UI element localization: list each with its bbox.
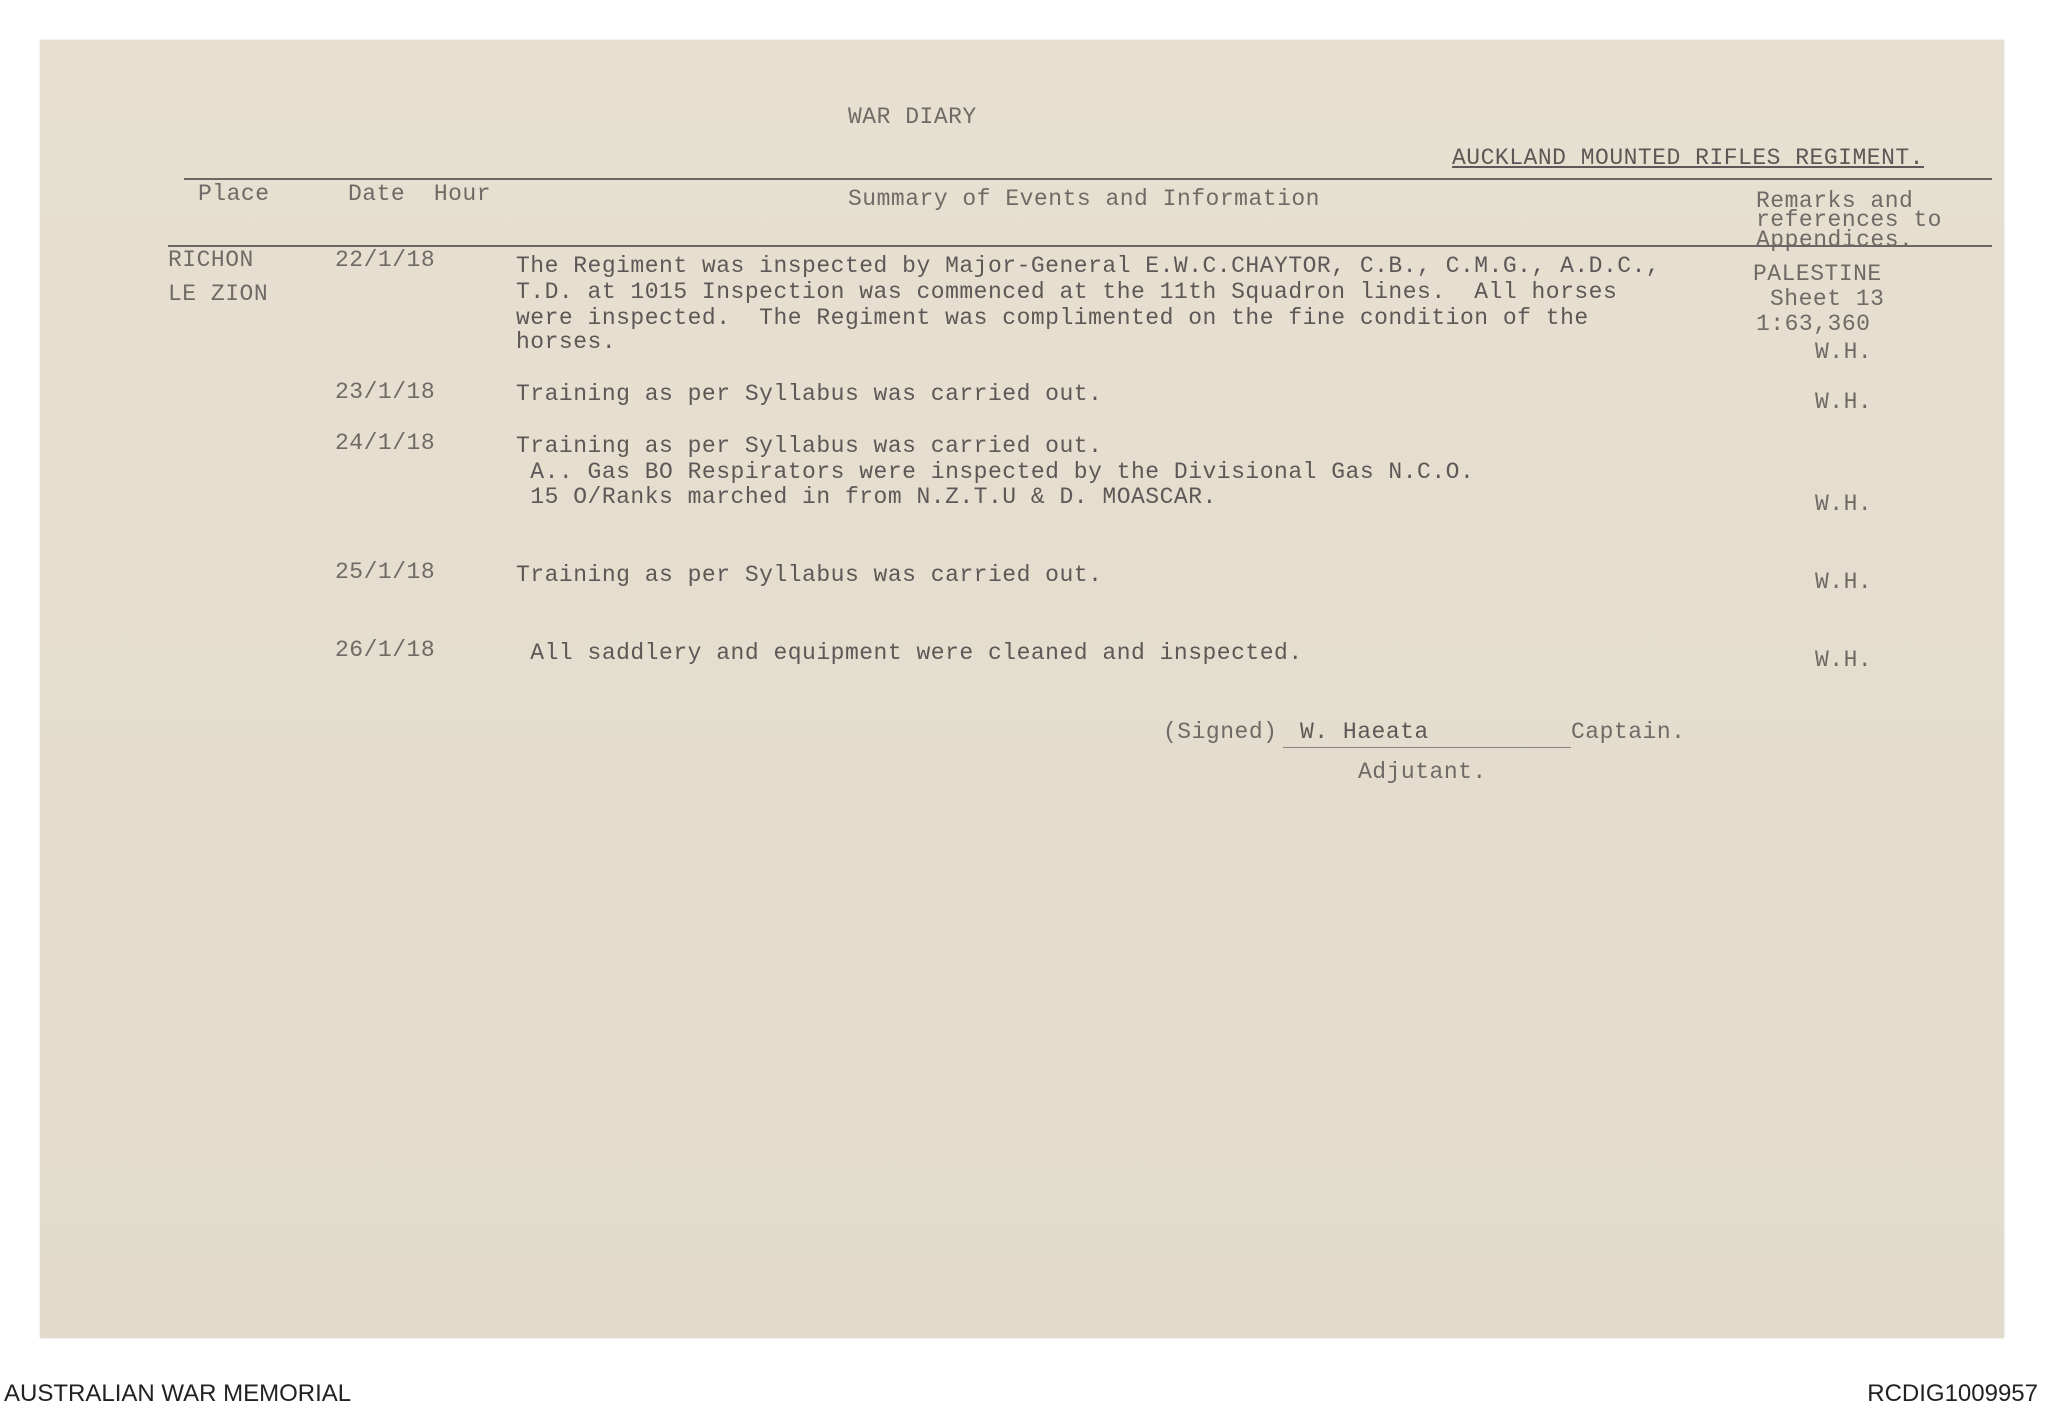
signature-rank: Captain. (1571, 719, 1686, 745)
entry-line: 15 O/Ranks marched in from N.Z.T.U & D. MOASCAR. (516, 484, 1217, 510)
entry-line: The Regiment was inspected by Major-General E.W.C.CHAYTOR, C.B., C.M.G., A.D.C., (516, 253, 1661, 279)
diary-page (40, 40, 2004, 1338)
entry-line: were inspected. The Regiment was complimented on the fine condition of the (516, 305, 1589, 331)
entry-initials: W.H. (1815, 647, 1873, 673)
place-line-1: RICHON (168, 247, 254, 273)
entry-date: 23/1/18 (335, 379, 436, 405)
signature-prefix: (Signed) (1163, 719, 1278, 745)
entry-initials: W.H. (1815, 339, 1873, 365)
remarks-map-name: PALESTINE (1753, 261, 1882, 287)
entry-line: Training as per Syllabus was carried out. (516, 381, 1103, 407)
unit-name: AUCKLAND MOUNTED RIFLES REGIMENT. (1452, 145, 1924, 171)
column-header-place: Place (198, 181, 270, 207)
remarks-map-scale: 1:63,360 (1756, 311, 1871, 337)
entry-initials: W.H. (1815, 389, 1873, 415)
entry-line: horses. (516, 329, 617, 355)
entry-line: Training as per Syllabus was carried out. (516, 562, 1103, 588)
entry-date: 26/1/18 (335, 637, 436, 663)
entry-initials: W.H. (1815, 491, 1873, 517)
entry-date: 24/1/18 (335, 430, 436, 456)
document-title: WAR DIARY (848, 104, 977, 130)
remarks-map-sheet: Sheet 13 (1770, 286, 1885, 312)
entry-date: 22/1/18 (335, 247, 436, 273)
column-header-summary: Summary of Events and Information (848, 186, 1320, 212)
place-line-2: LE ZION (168, 281, 269, 307)
entry-initials: W.H. (1815, 569, 1873, 595)
entry-line: T.D. at 1015 Inspection was commenced at the 11th Squadron lines. All horses (516, 279, 1618, 305)
entry-line: All saddlery and equipment were cleaned and inspected. (516, 640, 1303, 666)
column-header-remarks-line1: Remarks and (1756, 188, 1914, 214)
signature-role: Adjutant. (1358, 759, 1487, 785)
entry-line: A.. Gas BO Respirators were inspected by the Divisional Gas N.C.O. (516, 459, 1475, 485)
column-header-remarks-line2: references to (1756, 207, 1942, 233)
column-header-remarks-line3: Appendices. (1756, 227, 1914, 253)
header-top-rule (184, 178, 1992, 180)
entry-date: 25/1/18 (335, 559, 436, 585)
header-bottom-rule (168, 245, 1992, 247)
entry-line: Training as per Syllabus was carried out. (516, 433, 1103, 459)
archive-reference: RCDIG1009957 (1867, 1380, 2038, 1407)
column-header-date-hour: Date Hour (348, 181, 492, 207)
signature-name: W. Haeata (1300, 719, 1429, 745)
signature-line (1283, 747, 1571, 748)
archive-credit: AUSTRALIAN WAR MEMORIAL (4, 1380, 352, 1407)
